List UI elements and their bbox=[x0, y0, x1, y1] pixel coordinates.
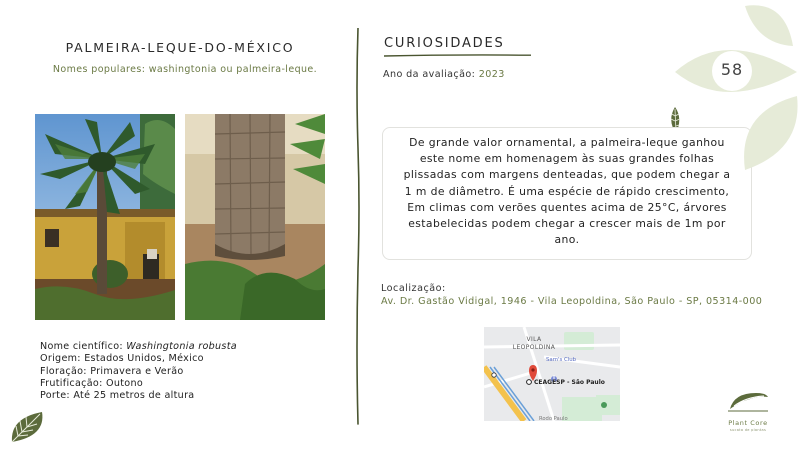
popular-names: Nomes populares: washingtonia ou palmeira-leque. bbox=[52, 64, 318, 75]
curiosity-description: De grande valor ornamental, a palmeira-leque ganhou este nome em homenagem às suas grandes folhas plissadas com margens denteadas, que podem chegar a 1 m de diâmetro. É uma espécie de rápido crescimento, Em climas com verões quentes acima de 25°C, árvores estabelecidas podem chegar a crescer mais de 1m por ano. bbox=[382, 127, 752, 260]
evaluation-year: Ano da avaliação: 2023 bbox=[383, 69, 505, 80]
map-store-label: Sam's Club bbox=[546, 357, 577, 363]
location-map[interactable] bbox=[484, 327, 620, 421]
detail-scientific-name: Nome científico: Washingtonia robusta bbox=[40, 341, 237, 352]
map-district-line2: LEOPOLDINA bbox=[512, 344, 556, 351]
map-pin-label: CEAGESP - São Paulo bbox=[534, 379, 605, 386]
page-number: 58 bbox=[720, 60, 744, 79]
detail-size: Porte: Até 25 metros de altura bbox=[40, 390, 195, 402]
palm-tree-photo bbox=[35, 114, 175, 320]
detail-origin: Origem: Estados Unidos, México bbox=[40, 353, 204, 365]
plant-details bbox=[40, 341, 237, 402]
plant-core-logo bbox=[722, 391, 774, 432]
logo-tagline: sucata de plantas bbox=[729, 428, 767, 432]
location-label: Localização: bbox=[381, 283, 446, 294]
leaf-icon bbox=[8, 408, 48, 446]
heading-underline bbox=[383, 53, 533, 59]
plant-core-logo-icon bbox=[726, 391, 770, 413]
map-road-label: Rodo Paulo bbox=[539, 416, 568, 421]
location-address: Av. Dr. Gastão Vidigal, 1946 - Vila Leopoldina, São Paulo - SP, 05314-000 bbox=[381, 296, 763, 307]
section-title: CURIOSIDADES bbox=[384, 36, 505, 51]
plant-title: PALMEIRA-LEQUE-DO-MÉXICO bbox=[65, 40, 295, 55]
palm-trunk-photo bbox=[185, 114, 325, 320]
detail-fruiting: Frutificação: Outono bbox=[40, 377, 143, 389]
detail-flowering: Floração: Primavera e Verão bbox=[40, 365, 184, 377]
logo-name: Plant Core bbox=[728, 419, 768, 427]
map-district-line1: VILA bbox=[526, 336, 542, 343]
vertical-divider bbox=[352, 28, 364, 428]
